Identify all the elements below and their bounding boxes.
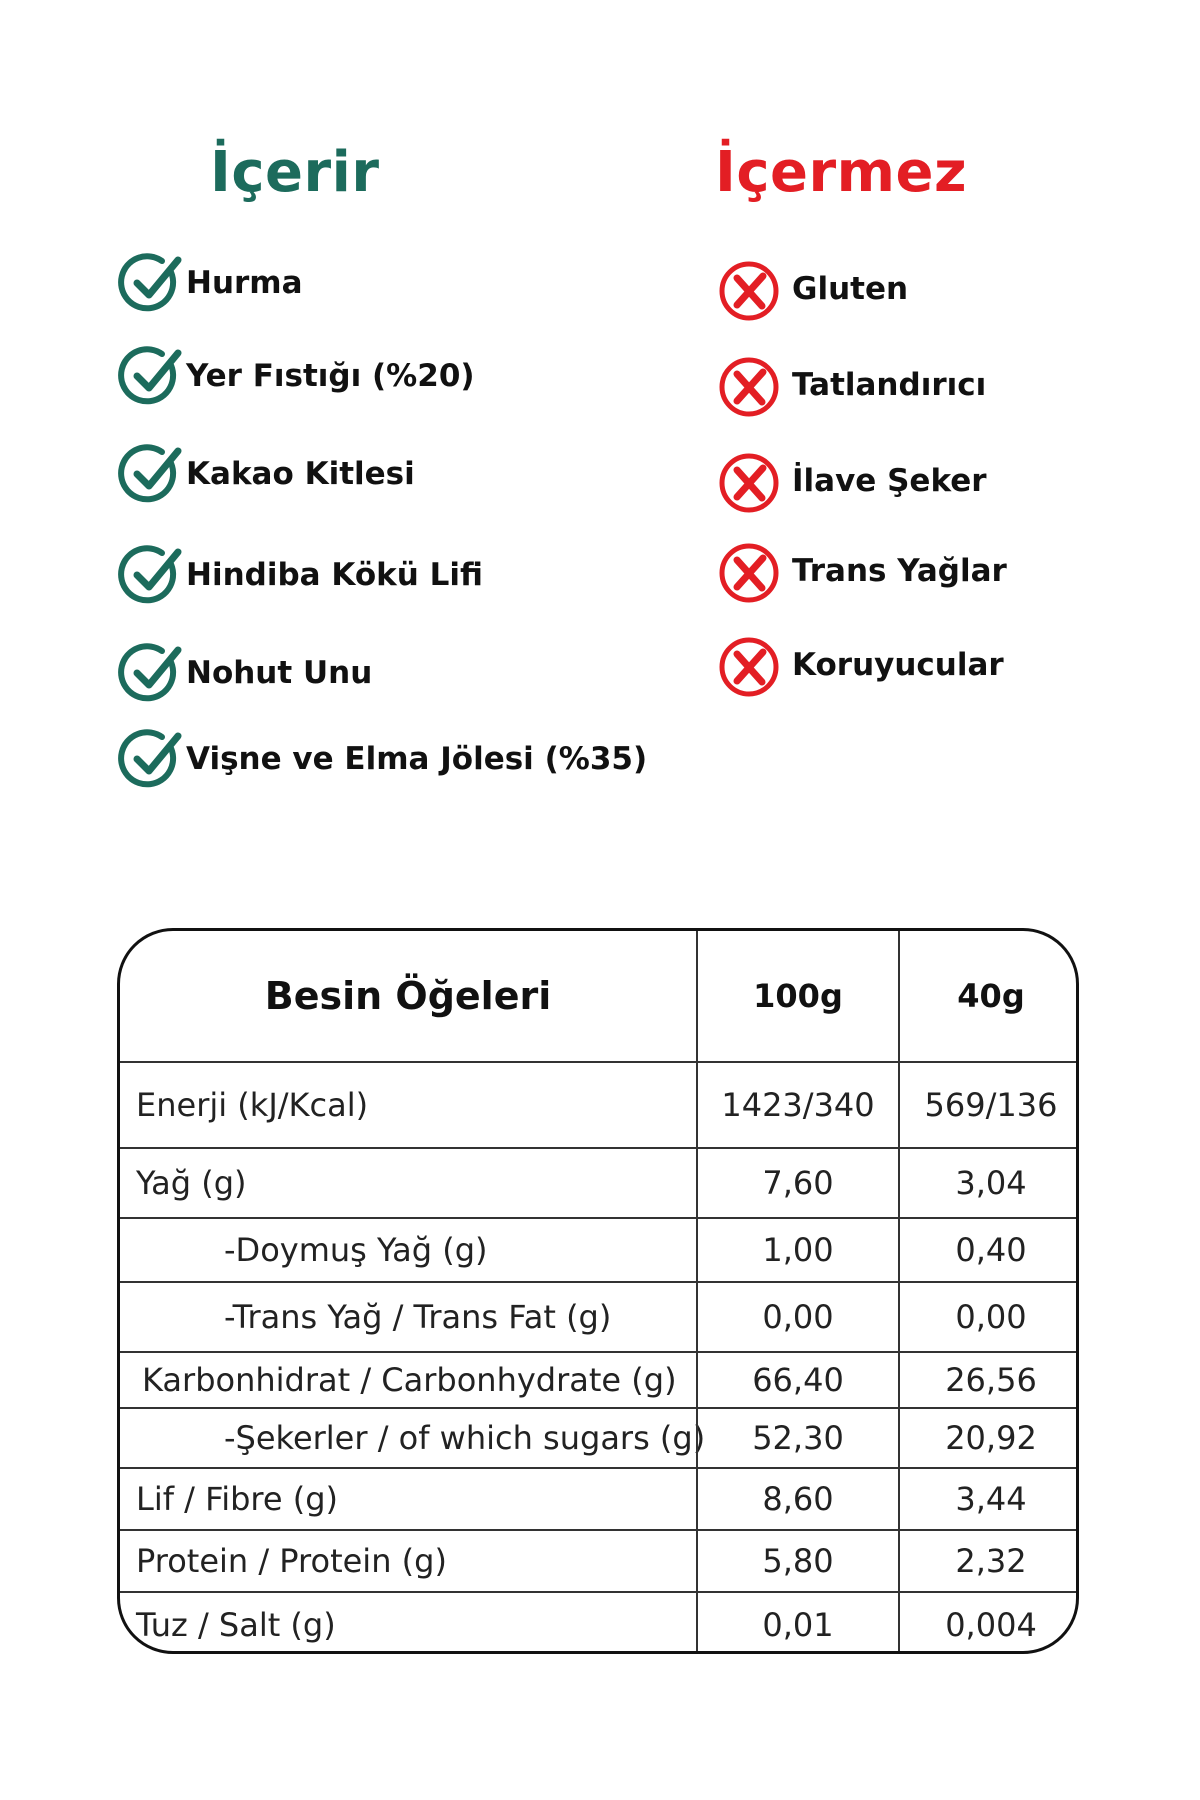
nutrition-table	[117, 928, 1079, 1654]
row-name: -Doymuş Yağ (g)	[224, 1231, 488, 1269]
row-per40: 0,004	[898, 1593, 1079, 1654]
contains-item-label: Vişne ve Elma Jölesi (%35)	[186, 741, 648, 777]
table-row	[120, 1531, 1076, 1593]
x-circle-icon	[716, 632, 782, 698]
row-per40: 3,44	[898, 1469, 1079, 1529]
row-per100: 7,60	[696, 1149, 898, 1217]
row-per40: 2,32	[898, 1531, 1079, 1591]
table-row	[120, 1063, 1076, 1149]
check-circle-icon	[118, 726, 184, 792]
excludes-heading: İçermez	[715, 140, 968, 205]
contains-item-label: Nohut Unu	[186, 655, 373, 691]
row-per40: 26,56	[898, 1353, 1079, 1407]
contains-item	[118, 540, 483, 610]
excludes-item-label: Gluten	[792, 271, 909, 307]
row-name: Tuz / Salt (g)	[136, 1606, 336, 1644]
table-header-row	[120, 931, 1076, 1063]
table-row	[120, 1409, 1076, 1469]
header-per40: 40g	[898, 931, 1079, 1061]
excludes-item-label: Trans Yağlar	[792, 553, 1007, 589]
contains-item-label: Yer Fıstığı (%20)	[186, 358, 475, 394]
contains-item-label: Hurma	[186, 265, 303, 301]
check-circle-icon	[118, 250, 184, 316]
x-circle-icon	[716, 538, 782, 604]
row-per100: 1423/340	[696, 1063, 898, 1147]
row-per40: 0,00	[898, 1283, 1079, 1351]
row-per100: 0,00	[696, 1283, 898, 1351]
row-per100: 5,80	[696, 1531, 898, 1591]
row-per100: 0,01	[696, 1593, 898, 1654]
row-per100: 66,40	[696, 1353, 898, 1407]
row-name: Lif / Fibre (g)	[136, 1480, 338, 1518]
row-name: Karbonhidrat / Carbonhydrate (g)	[142, 1361, 677, 1399]
table-row	[120, 1219, 1076, 1283]
row-name: -Şekerler / of which sugars (g)	[224, 1419, 706, 1457]
excludes-item-label: Tatlandırıcı	[792, 367, 987, 403]
table-row	[120, 1593, 1076, 1654]
check-circle-icon	[118, 640, 184, 706]
contains-item	[118, 638, 372, 708]
check-circle-icon	[118, 343, 184, 409]
table-row	[120, 1149, 1076, 1219]
row-per40: 0,40	[898, 1219, 1079, 1281]
header-per100: 100g	[696, 931, 898, 1061]
x-circle-icon	[716, 256, 782, 322]
contains-item	[118, 341, 475, 411]
table-row	[120, 1469, 1076, 1531]
excludes-item	[716, 446, 987, 516]
excludes-item-label: Koruyucular	[792, 647, 1004, 683]
excludes-item	[716, 254, 908, 324]
contains-item	[118, 248, 303, 318]
row-per40: 3,04	[898, 1149, 1079, 1217]
contains-item-label: Kakao Kitlesi	[186, 456, 415, 492]
contains-item-label: Hindiba Kökü Lifi	[186, 557, 483, 593]
check-circle-icon	[118, 542, 184, 608]
row-per40: 569/136	[898, 1063, 1079, 1147]
x-circle-icon	[716, 448, 782, 514]
header-nutrient: Besin Öğeleri	[264, 974, 552, 1018]
check-circle-icon	[118, 441, 184, 507]
contains-item	[118, 724, 647, 794]
row-name: -Trans Yağ / Trans Fat (g)	[224, 1298, 612, 1336]
x-circle-icon	[716, 352, 782, 418]
row-name: Yağ (g)	[136, 1164, 247, 1202]
row-name: Protein / Protein (g)	[136, 1542, 447, 1580]
table-row	[120, 1283, 1076, 1353]
excludes-item	[716, 350, 986, 420]
contains-item	[118, 439, 415, 509]
row-per100: 52,30	[696, 1409, 898, 1467]
row-per100: 8,60	[696, 1469, 898, 1529]
excludes-item	[716, 536, 1007, 606]
excludes-item-label: İlave Şeker	[792, 463, 987, 499]
row-name: Enerji (kJ/Kcal)	[136, 1086, 369, 1124]
contains-heading: İçerir	[210, 140, 380, 205]
table-row	[120, 1353, 1076, 1409]
excludes-item	[716, 630, 1004, 700]
row-per40: 20,92	[898, 1409, 1079, 1467]
row-per100: 1,00	[696, 1219, 898, 1281]
